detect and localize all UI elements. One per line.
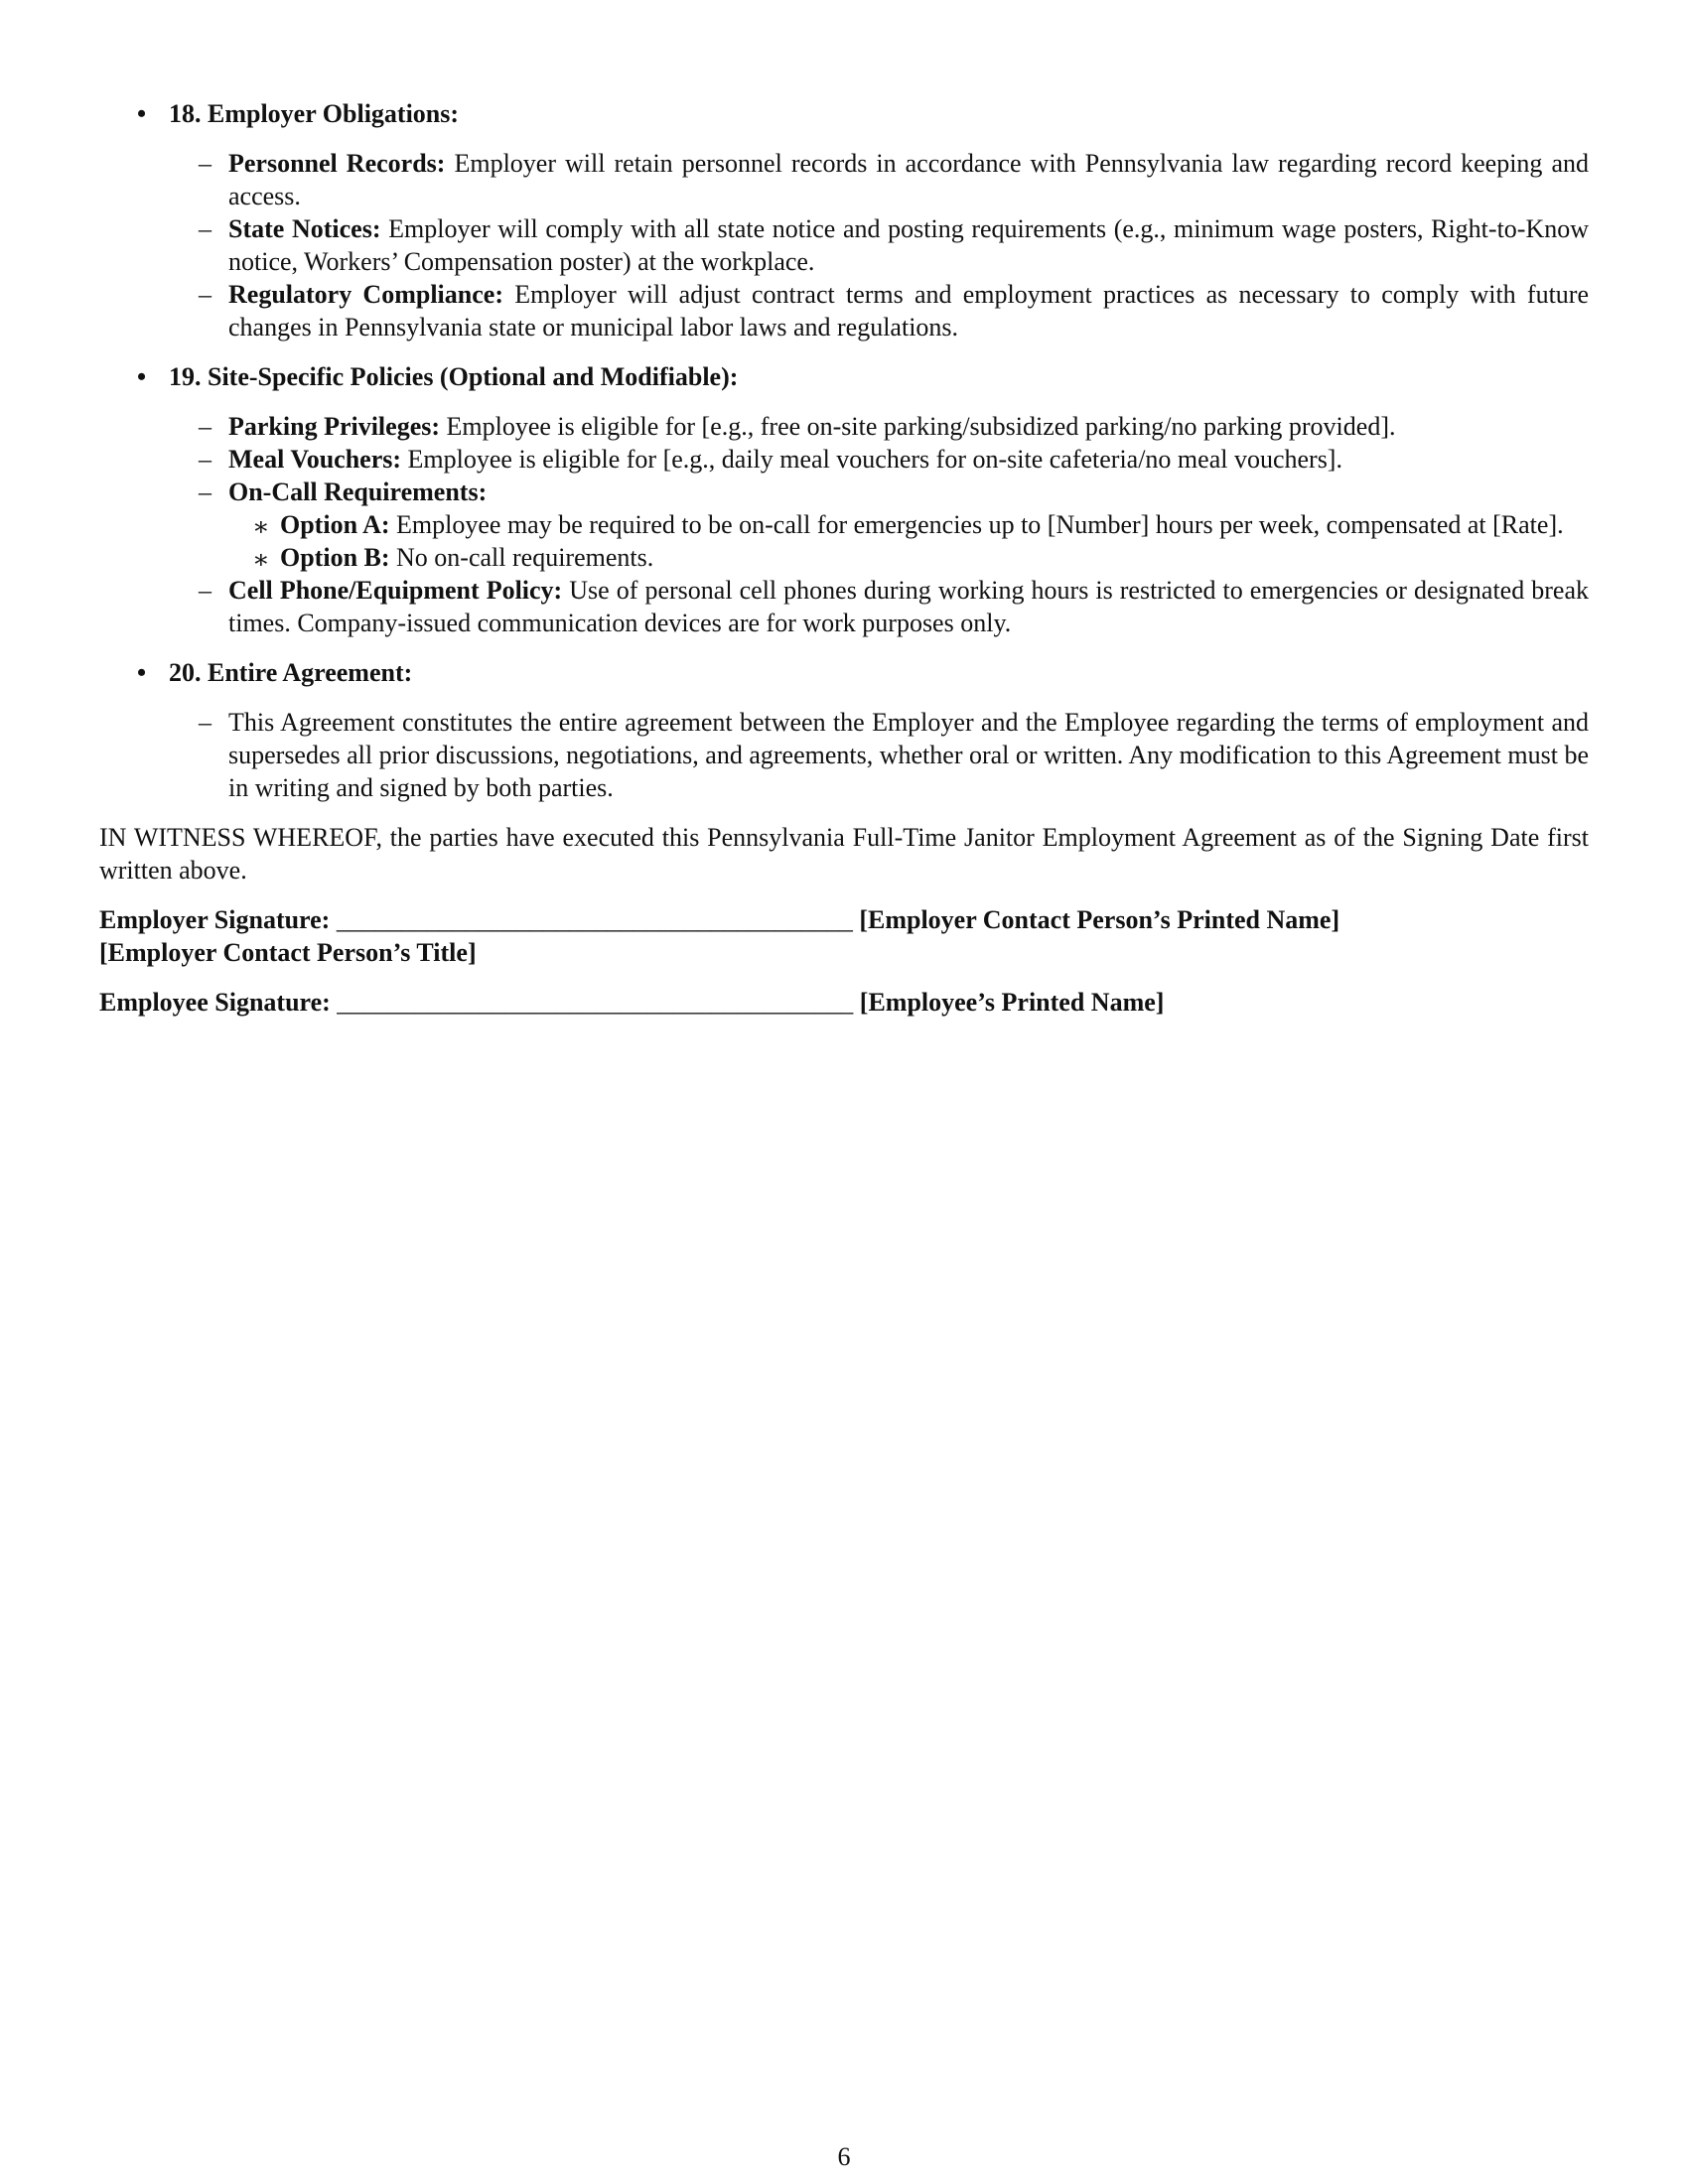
list-item (199, 476, 1589, 574)
option-text: Employee may be required to be on-call for emergencies up to [Number] hours per week, compensated at [Rate]. (389, 510, 1564, 539)
employee-signature-label: Employee Signature: (99, 988, 331, 1017)
page-number: 6 (837, 2142, 851, 2171)
employer-signature-block (99, 903, 1589, 969)
item-text: This Agreement constitutes the entire agreement between the Employer and the Employee regarding the terms of employment and supersedes all prior discussions, negotiations, and agreements, whether oral or written. Any modification to this Agreement must be in writing and signed by both parties. (228, 708, 1589, 802)
item-text: Use of personal cell phones during working hours is restricted to emergencies or designated break times. Company-issued communication devices are for work purposes only. (228, 576, 1589, 637)
dash-icon: – (199, 445, 211, 474)
dash-icon: – (199, 412, 211, 441)
list-item (199, 443, 1589, 476)
option-label: Option B: (280, 543, 390, 572)
section-20 (99, 656, 1589, 804)
section-heading: • 19. Site-Specific Policies (Optional and Modifiable): (137, 362, 739, 391)
dash-icon: – (199, 478, 211, 506)
item-label: Meal Vouchers: (228, 445, 402, 474)
employee-printed-name: [Employee’s Printed Name] (859, 988, 1165, 1017)
item-text: Employer will comply with all state notice and posting requirements (e.g., minimum wage posters, Right-to-Know notice, Workers’ Compensation poster) at the workplace. (228, 214, 1589, 276)
section-heading: • 18. Employer Obligations: (137, 99, 460, 128)
bullet-icon: • (137, 362, 147, 391)
bullet-icon: • (137, 658, 147, 687)
option-item (252, 508, 1589, 541)
sub-list (99, 706, 1589, 804)
option-item (252, 541, 1589, 574)
dash-icon: – (199, 708, 211, 737)
employee-signature-block (99, 986, 1589, 1019)
item-label: On-Call Requirements: (228, 478, 488, 506)
list-item (199, 574, 1589, 639)
item-text: Employer will retain personnel records in accordance with Pennsylvania law regarding record keeping and access. (228, 149, 1589, 210)
dash-icon: – (199, 280, 211, 309)
item-text: Employer will adjust contract terms and employment practices as necessary to comply with future changes in Pennsylvania state or municipal labor laws and regulations. (228, 280, 1589, 341)
list-item (199, 410, 1589, 443)
item-text: Employee is eligible for [e.g., daily meal vouchers for on-site cafeteria/no meal vouchers]. (401, 445, 1342, 474)
employer-printed-name: [Employer Contact Person’s Printed Name] (859, 905, 1340, 934)
item-label: Personnel Records: (228, 149, 446, 178)
witness-paragraph: IN WITNESS WHEREOF, the parties have executed this Pennsylvania Full-Time Janitor Employment Agreement as of the Signing Date first written above. (99, 823, 1589, 885)
employer-signature-label: Employer Signature: (99, 905, 331, 934)
star-icon: ∗ (252, 545, 270, 574)
list-item (199, 278, 1589, 343)
item-label: State Notices: (228, 214, 381, 243)
employer-title: [Employer Contact Person’s Title] (99, 938, 477, 967)
list-item (199, 212, 1589, 278)
dash-icon: – (199, 149, 211, 178)
star-icon: ∗ (252, 512, 270, 541)
list-item (199, 147, 1589, 212)
section-heading: • 20. Entire Agreement: (137, 658, 413, 687)
item-text: Employee is eligible for [e.g., free on-site parking/subsidized parking/no parking provided]. (440, 412, 1396, 441)
section-19 (99, 360, 1589, 639)
bullet-icon: • (137, 99, 147, 128)
employer-signature-line: ________________________________________ (336, 905, 853, 934)
item-label: Regulatory Compliance: (228, 280, 503, 309)
item-label: Parking Privileges: (228, 412, 441, 441)
option-text: No on-call requirements. (389, 543, 654, 572)
option-label: Option A: (280, 510, 390, 539)
section-18 (99, 97, 1589, 343)
dash-icon: – (199, 576, 211, 605)
sub-list (99, 410, 1589, 639)
item-label: Cell Phone/Equipment Policy: (228, 576, 563, 605)
dash-icon: – (199, 214, 211, 243)
employee-signature-line: ________________________________________ (337, 988, 854, 1017)
list-item (199, 706, 1589, 804)
sub-list (99, 147, 1589, 343)
option-list (228, 508, 1589, 574)
document-page (99, 97, 1589, 1035)
